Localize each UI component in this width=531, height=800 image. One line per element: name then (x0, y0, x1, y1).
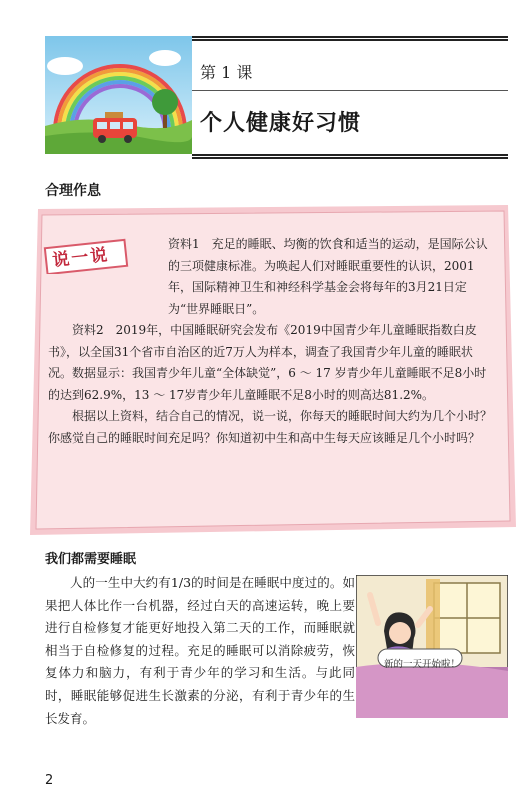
page-number: 2 (45, 773, 54, 788)
activity-text (48, 234, 494, 449)
speech-bubble-text: 新的一天开始啦！ (384, 659, 461, 670)
activity-paragraph-3: 根据以上资料，结合自己的情况，说一说，你每天的睡眠时间大约为几个小时？你感觉自己的睡眠时间充足吗？你知道初中生和高中生每天应该睡足几个小时吗？ (48, 409, 493, 445)
header-middle-rule (192, 90, 508, 91)
activity-paragraph-1: 资料1 充足的睡眠、均衡的饮食和适当的运动，是国际公认的三项健康标准。为唤起人们对睡眠重要性的认识，2001 年，国际精神卫生和神经科学基金会将每年的3月21日定为“世界睡眠日”。 (168, 237, 488, 316)
lesson-title: 个人健康好习惯 (200, 111, 362, 136)
section-heading: 合理作息 (45, 183, 101, 199)
subsection-heading: 我们都需要睡眠 (45, 552, 137, 567)
lesson-number: 第 1 课 (200, 63, 253, 82)
header-illustration (45, 36, 192, 154)
bed-icon (356, 663, 508, 718)
subsection-body (45, 572, 355, 730)
activity-paragraph-2: 资料2 2019年，中国睡眠研究会发布《2019中国青少年儿童睡眠指数白皮书》，以全国31个省市自治区的近7万人为样本，调查了我国青少年儿童的睡眠状况。数据显示：我国青少年儿童“全体缺觉”，6 ～ 17 岁青少年儿童睡眠不足8小时的达到62.9%，13 ～ 17岁青少年儿童睡眠不足8小时的则高达81.2%。 (48, 323, 487, 402)
subsection-paragraph: 人的一生中大约有1/3的时间是在睡眠中度过的。如果把人体比作一台机器，经过白天的高速运转，晚上要进行自检修复才能更好地投入第二天的工作，而睡眠就相当于自检修复的过程。充足的睡眠可以消除疲劳，恢复体力和脑力，有利于青少年的学习和生活。与此同时，睡眠能够促进生长激素的分泌，有利于青少年的生长发育。 (45, 575, 355, 726)
header-top-rule (192, 36, 508, 41)
waking-girl-illustration (356, 575, 508, 718)
say-tag-label: 说一说 (51, 245, 111, 271)
header-bottom-rule (192, 154, 508, 159)
